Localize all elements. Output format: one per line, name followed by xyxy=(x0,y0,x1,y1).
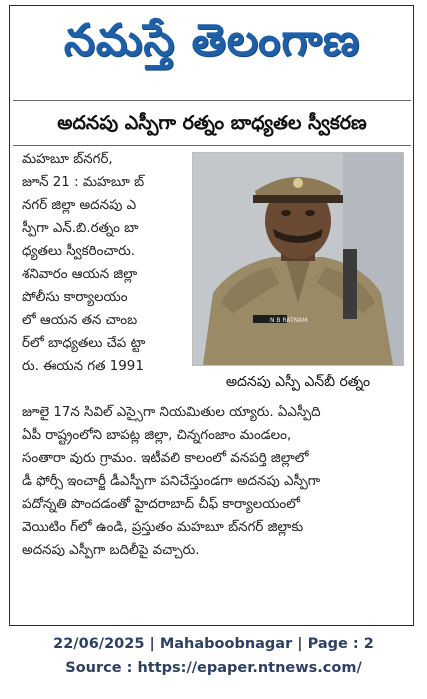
body-line: డీ ఫోర్సీ ఇంచార్జీ డీఎస్పీగా పనిచేస్తుండగా అదనపు ఎస్పీగా xyxy=(22,474,321,489)
body-line: జూన్ 21 : మహబూ బ్ xyxy=(22,175,145,190)
headline-top-rule xyxy=(13,100,411,101)
body-line: జూలై 17న సివిల్ ఎస్సైగా నియమితుల య్యారు. ఏఎస్పీది xyxy=(22,405,321,420)
body-line: రు. ఈయన గత 1991 xyxy=(22,359,144,374)
newspaper-masthead: నమస్తే తెలంగాణ xyxy=(63,15,361,66)
body-line: అదనపు ఎస్పీగా బదిలీపై వచ్చారు. xyxy=(22,543,200,558)
body-line: పదోన్నతి పొందడంతో హైదరాబాద్ చీఫ్ కార్యాలయంలో xyxy=(22,497,300,512)
body-line: ఏపీ రాష్ట్రంలోని బాపట్ల జిల్లా, చిన్నగంజాం మండలం, xyxy=(22,428,292,443)
body-line: శనివారం ఆయన జిల్లా xyxy=(22,267,138,282)
body-line: సంతారా వురు గ్రామం. ఇటీవలి కాలంలో వనపర్తి జిల్లాలో xyxy=(22,451,309,466)
body-line: వెయిటిం గ్‌లో ఉండి, ప్రస్తుతం మహబూ బ్‌నగర్ జిల్లాకు xyxy=(22,520,304,535)
body-line: పోలీసు కార్యాలయం xyxy=(22,290,128,305)
body-line: లో ఆయన తన చాంబ xyxy=(22,313,138,328)
clipping-date-edition: 22/06/2025 | Mahaboobnagar | Page : 2 xyxy=(53,636,374,652)
body-line: ధ్యతలు స్వీకరించారు. xyxy=(22,244,135,259)
officer-photo xyxy=(192,152,404,366)
body-line: నగర్ జిల్లా అదనపు ఎ xyxy=(22,198,137,213)
body-line: స్పీగా ఎన్.బి.రత్నం బా xyxy=(22,221,139,236)
article-headline: అదనపు ఎస్పీగా రత్నం బాధ్యతల స్వీకరణ xyxy=(57,111,367,134)
clipping-source-link[interactable]: Source : https://epaper.ntnews.com/ xyxy=(65,660,362,676)
photo-caption: అదనపు ఎస్పీ ఎన్‌బీ రత్నం xyxy=(225,373,371,390)
article-body-full xyxy=(22,401,407,562)
article-body-column xyxy=(22,148,187,378)
headline-bottom-rule xyxy=(13,145,411,146)
body-line: మహబూ బ్‌నగర్, xyxy=(22,152,113,167)
name-plate: N B RATNAM xyxy=(270,317,308,324)
body-line: ర్‌లో బాధ్యతలు చేప ట్టా xyxy=(22,336,146,351)
